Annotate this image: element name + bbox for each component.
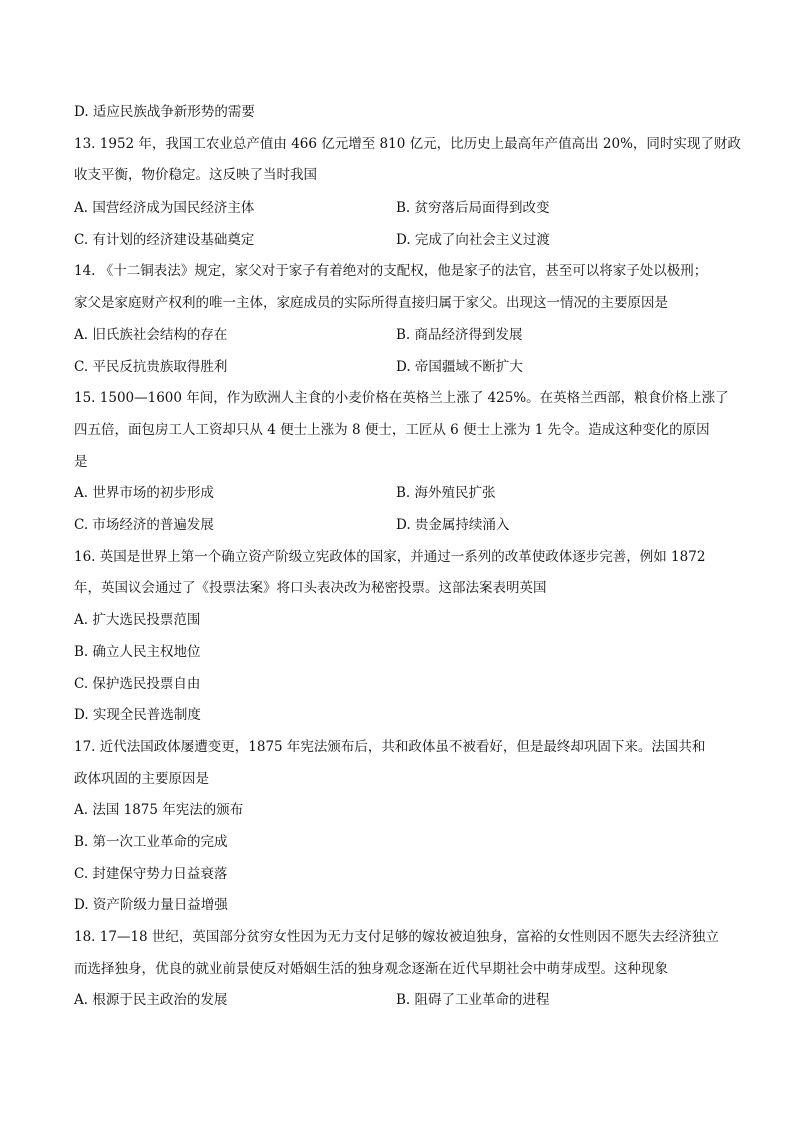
q16-option-a: A. 扩大选民投票范围 [74, 612, 201, 628]
q16-stem-line-1: 16. 英国是世界上第一个确立资产阶级立宪政体的国家，并通过一系列的改革使政体逐步完善，例如 1872 [74, 549, 706, 565]
q14-option-a: A. 旧氏族社会结构的存在 [74, 327, 228, 343]
q17-option-c: C. 封建保守势力日益衰落 [74, 866, 228, 882]
q18-option-a: A. 根源于民主政治的发展 [74, 992, 228, 1008]
q14-stem-line-2: 家父是家庭财产权利的唯一主体，家庭成员的实际所得直接归属于家父。出现这一情况的主要原因是 [74, 295, 668, 311]
q15-stem-line-3: 是 [74, 454, 88, 470]
q14-option-d: D. 帝国疆域不断扩大 [396, 359, 523, 375]
q18-option-b: B. 阻碍了工业革命的进程 [396, 992, 550, 1008]
q13-option-a: A. 国营经济成为国民经济主体 [74, 200, 255, 216]
q15-option-c: C. 市场经济的普遍发展 [74, 517, 214, 533]
q13-stem-line-2: 收支平衡，物价稳定。这反映了当时我国 [74, 167, 317, 183]
q17-option-b: B. 第一次工业革命的完成 [74, 834, 228, 850]
q15-option-b: B. 海外殖民扩张 [396, 485, 496, 501]
q14-option-b: B. 商品经济得到发展 [396, 327, 523, 343]
q14-option-c: C. 平民反抗贵族取得胜利 [74, 359, 228, 375]
q17-option-a: A. 法国 1875 年宪法的颁布 [74, 802, 244, 818]
q13-option-d: D. 完成了向社会主义过渡 [396, 232, 550, 248]
q16-option-b: B. 确立人民主权地位 [74, 644, 201, 660]
q14-stem-line-1: 14. 《十二铜表法》规定，家父对于家子有着绝对的支配权，他是家子的法官，甚至可以将家子处以极刑； [74, 263, 708, 279]
q15-stem-line-1: 15. 1500—1600 年间，作为欧洲人主食的小麦价格在英格兰上涨了 425%。在英格兰西部，粮食价格上涨了 [74, 390, 729, 406]
q17-option-d: D. 资产阶级力量日益增强 [74, 897, 228, 913]
q17-stem-line-1: 17. 近代法国政体屡遭变更，1875 年宪法颁布后，共和政体虽不被看好，但是最终却巩固下来。法国共和 [74, 739, 706, 755]
q17-stem-line-2: 政体巩固的主要原因是 [74, 771, 209, 787]
q15-option-d: D. 贵金属持续涌入 [396, 517, 510, 533]
q12-option-d: D. 适应民族战争新形势的需要 [74, 104, 255, 120]
q18-stem-line-2: 而选择独身，优良的就业前景使反对婚姻生活的独身观念逐渐在近代早期社会中萌芽成型。这种现象 [74, 961, 668, 977]
q16-stem-line-2: 年，英国议会通过了《投票法案》将口头表决改为秘密投票。这部法案表明英国 [74, 580, 547, 596]
q16-option-c: C. 保护选民投票自由 [74, 676, 201, 692]
q18-stem-line-1: 18. 17—18 世纪，英国部分贫穷女性因为无力支付足够的嫁妆被迫独身，富裕的女性则因不愿失去经济独立 [74, 929, 719, 945]
q13-stem-line-1: 13. 1952 年，我国工农业总产值由 466 亿元增至 810 亿元，比历史上最高年产值高出 20%，同时实现了财政 [74, 136, 741, 152]
q15-option-a: A. 世界市场的初步形成 [74, 485, 214, 501]
q13-option-c: C. 有计划的经济建设基础奠定 [74, 232, 255, 248]
q13-option-b: B. 贫穷落后局面得到改变 [396, 200, 550, 216]
q16-option-d: D. 实现全民普选制度 [74, 707, 201, 723]
q15-stem-line-2: 四五倍，面包房工人工资却只从 4 便士上涨为 8 便士，工匠从 6 便士上涨为 1 先令。造成这种变化的原因 [74, 422, 710, 438]
